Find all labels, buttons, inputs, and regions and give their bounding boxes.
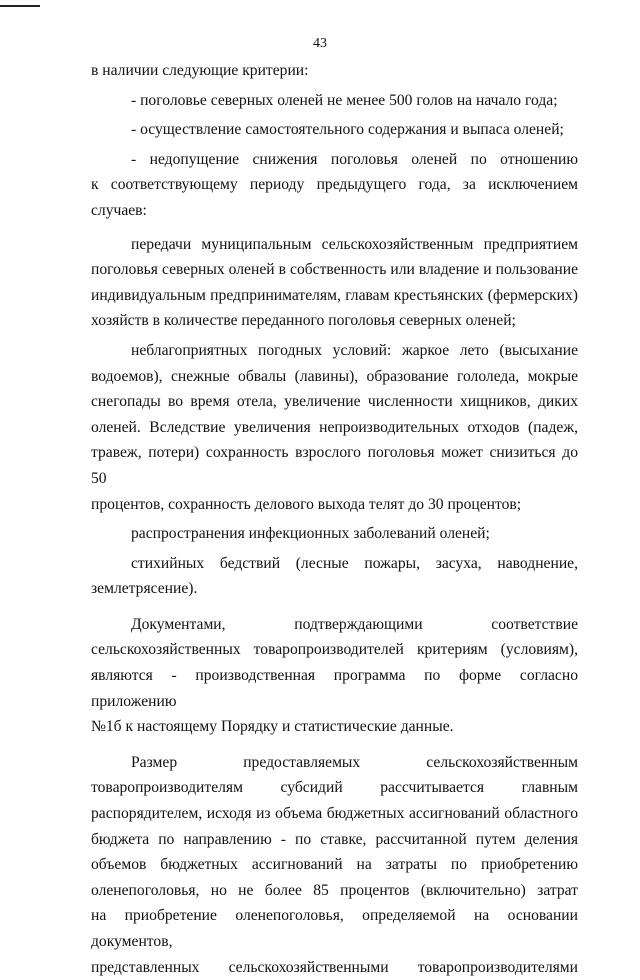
page-number: 43	[313, 36, 327, 51]
text-line: оленепоголовья, но не более 85 процентов (включительно) затрат	[91, 881, 578, 899]
text-line: снегопады во время отела, увеличение численности хищников, диких	[91, 393, 578, 411]
text-line: к соответствующему периоду предыдущего года, за исключением случаев:	[91, 176, 578, 219]
text-line: - недопущение снижения поголовья оленей по отношению	[131, 150, 578, 168]
text-line: индивидуальным предпринимателям, главам крестьянских (фермерских)	[91, 286, 578, 304]
text-line: на приобретение оленепоголовья, определяемой на основании документов,	[91, 907, 578, 950]
text-line: товаропроизводителям субсидий рассчитывается главным	[91, 779, 578, 797]
text-line: объемов бюджетных ассигнований на затраты по приобретению	[91, 856, 578, 874]
text-line: являются - производственная программа по форме согласно приложению	[91, 667, 578, 710]
text-line: землетрясение).	[91, 580, 198, 598]
text-line: Размер предоставляемых сельскохозяйственным	[131, 753, 578, 771]
text-line: - поголовье северных оленей не менее 500 голов на начало года;	[131, 91, 558, 109]
scan-corner-mark	[0, 0, 40, 7]
text-line: поголовья северных оленей в собственность или владение и пользование	[91, 261, 578, 279]
text-line: бюджета по направлению - по ставке, рассчитанной путем деления	[91, 830, 578, 848]
text-line: распространения инфекционных заболеваний оленей;	[131, 525, 490, 543]
document-text	[91, 58, 578, 980]
text-line: процентов, сохранность делового выхода телят до 30 процентов;	[91, 495, 522, 513]
text-line: водоемов), снежные обвалы (лавины), образование гололеда, мокрые	[91, 367, 578, 385]
text-line: №1б к настоящему Порядку и статистические данные.	[91, 718, 454, 736]
text-line: представленных сельскохозяйственными товаропроизводителями	[91, 958, 578, 976]
text-line: хозяйств в количестве переданного поголовья северных оленей;	[91, 312, 516, 330]
text-line: сельскохозяйственных товаропроизводителей критериям (условиям),	[91, 641, 578, 659]
text-line: - осуществление самостоятельного содержания и выпаса оленей;	[131, 121, 564, 139]
text-line: в наличии следующие критерии:	[91, 62, 309, 79]
text-line: Документами, подтверждающими соответствие	[131, 615, 578, 633]
text-line: травеж, потери) сохранность взрослого поголовья может снизиться до 50	[91, 444, 578, 487]
text-line: распорядителем, исходя из объема бюджетных ассигнований областного	[91, 805, 578, 823]
text-line: оленей. Вследствие увеличения непроизводительных отходов (падеж,	[91, 418, 578, 436]
text-line: неблагоприятных погодных условий: жаркое лето (высыхание	[131, 341, 578, 359]
text-line: стихийных бедствий (лесные пожары, засуха, наводнение,	[131, 554, 578, 572]
text-line: передачи муниципальным сельскохозяйственным предприятием	[131, 235, 578, 253]
